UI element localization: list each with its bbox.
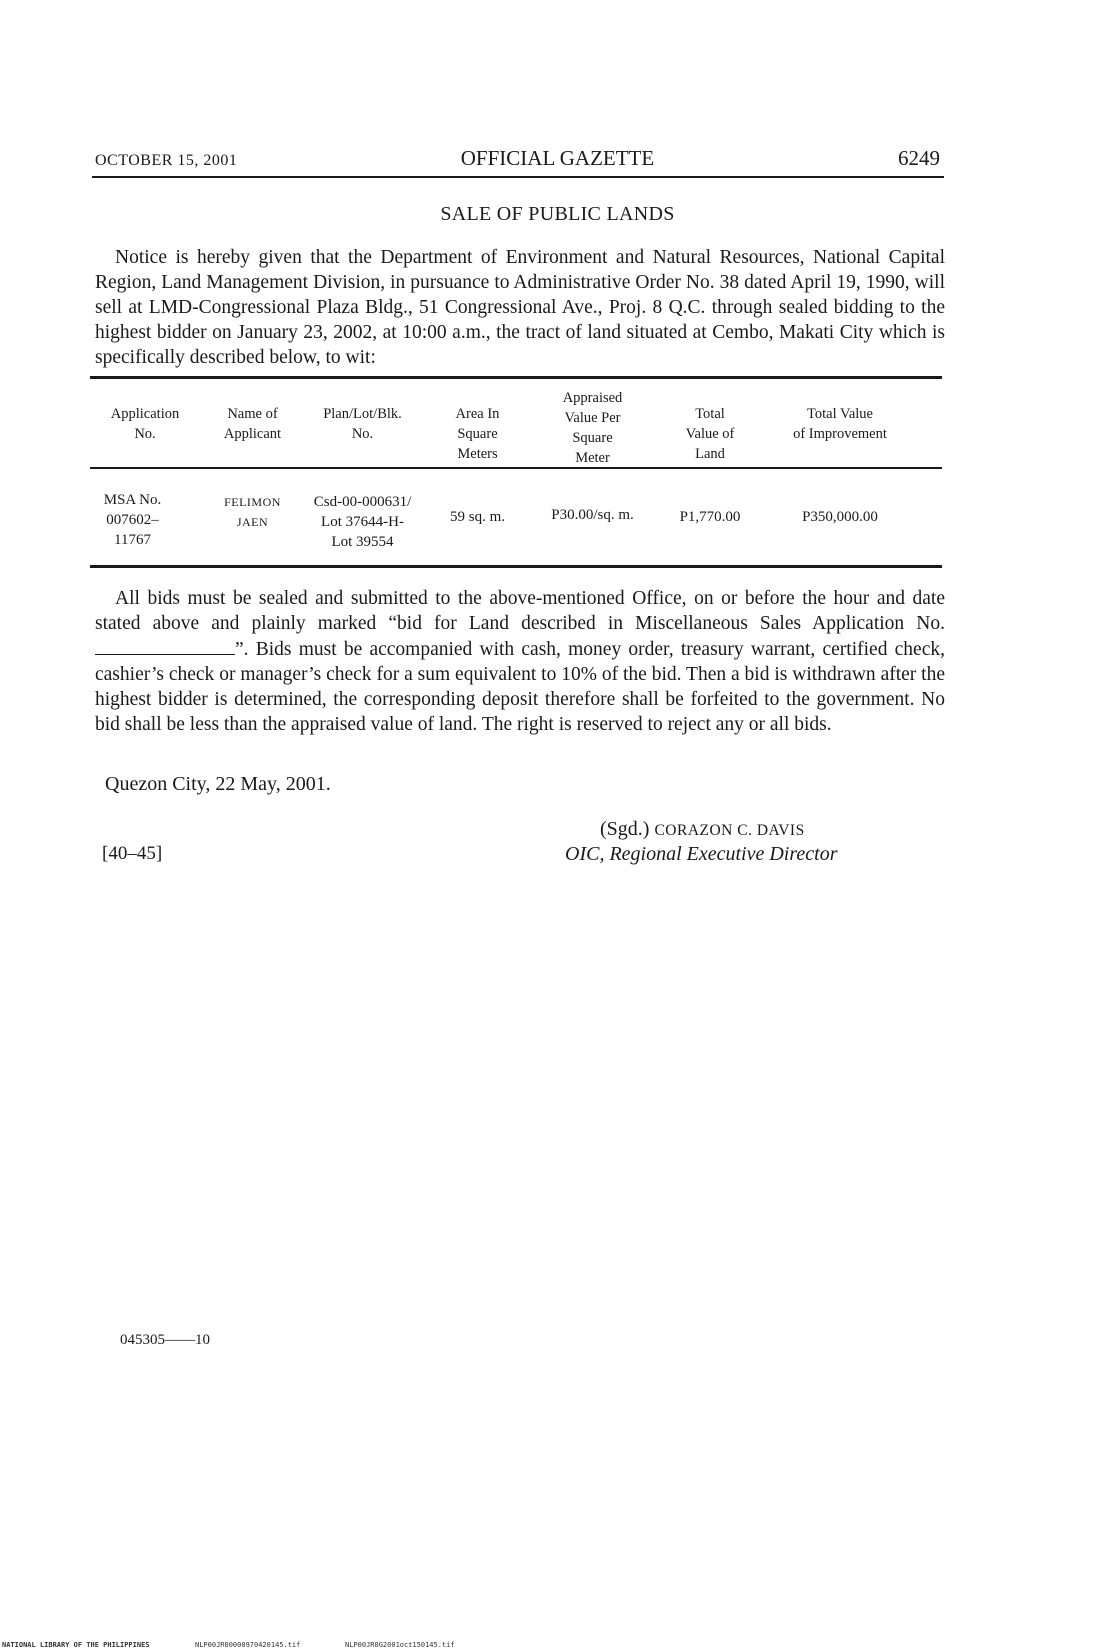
notice-title: SALE OF PUBLIC LANDS: [440, 203, 675, 225]
header-date: OCTOBER 15, 2001: [95, 152, 238, 169]
cell-improvement-value: P350,000.00: [802, 509, 878, 525]
footer-file-2: NLP00JR0G2001oct150145.tif: [345, 1641, 455, 1649]
footer-library: NATIONAL LIBRARY OF THE PHILIPPINES: [2, 1641, 150, 1649]
table-top-rule: [90, 376, 942, 379]
table-header-rule: [90, 467, 942, 469]
cell-application-no: MSA No. 007602– 11767: [103, 492, 162, 548]
cell-area: 59 sq. m.: [449, 509, 505, 525]
print-code: 045305——10: [120, 1332, 210, 1348]
signatory-title: OIC, Regional Executive Director: [565, 843, 838, 865]
header-title: OFFICIAL GAZETTE: [460, 146, 655, 170]
cell-total-land-value: P1,770.00: [679, 509, 741, 525]
place-date: Quezon City, 22 May, 2001.: [105, 773, 331, 795]
table-bottom-rule: [90, 565, 942, 568]
header-rule: [92, 176, 944, 178]
application-no-blank: [95, 636, 235, 655]
col-header-plan-lot: Plan/Lot/Blk. No.: [323, 406, 402, 442]
issue-reference: [40–45]: [102, 843, 163, 864]
page-number: 6249: [898, 146, 940, 170]
col-header-applicant: Name of Applicant: [223, 406, 282, 442]
col-header-appraised: Appraised Value Per Square Meter: [562, 390, 623, 466]
signature-block: [600, 818, 805, 841]
col-header-improvement: Total Value of Improvement: [793, 406, 887, 442]
signature-prefix: (Sgd.): [600, 818, 650, 840]
footer-file-1: NLP00JR00000970420145.tif: [195, 1641, 301, 1649]
cell-applicant: FELIMON JAEN: [224, 495, 281, 529]
cell-appraised-value: P30.00/sq. m.: [551, 507, 634, 523]
bids-paragraph: All bids must be sealed and submitted to the above-mentioned Office, on or before the hour and date stated above and plainly marked “bid for Land described in Miscellaneous Sales Application No.”. Bids must be accompanied with cash, money order, treasury warrant, certified check, cashier’s check or manager’s check for a sum equivalent to 10% of the bid. Then a bid is withdrawn after the highest bidder is determined, the corresponding deposit therefore shall be forfeited to the government. No bid shall be less than the appraised value of land. The right is reserved to reject any or all bids.: [95, 588, 945, 735]
col-header-total-land: Total Value of Land: [685, 406, 735, 462]
col-header-application: Application No.: [110, 406, 180, 442]
signatory-name: CORAZON C. DAVIS: [654, 822, 805, 839]
col-header-area: Area In Square Meters: [455, 406, 500, 462]
cell-plan-lot: Csd-00-000631/ Lot 37644-H- Lot 39554: [313, 494, 412, 550]
intro-paragraph: Notice is hereby given that the Department of Environment and Natural Resources, National Capital Region, Land Management Division, in pursuance to Administrative Order No. 38 dated April 19, 1990, will sell at LMD-Congressional Plaza Bldg., 51 Congressional Ave., Proj. 8 Q.C. through sealed bidding to the highest bidder on January 23, 2002, at 10:00 a.m., the tract of land situated at Cembo, Makati City which is specifically described below, to wit:: [95, 247, 945, 368]
